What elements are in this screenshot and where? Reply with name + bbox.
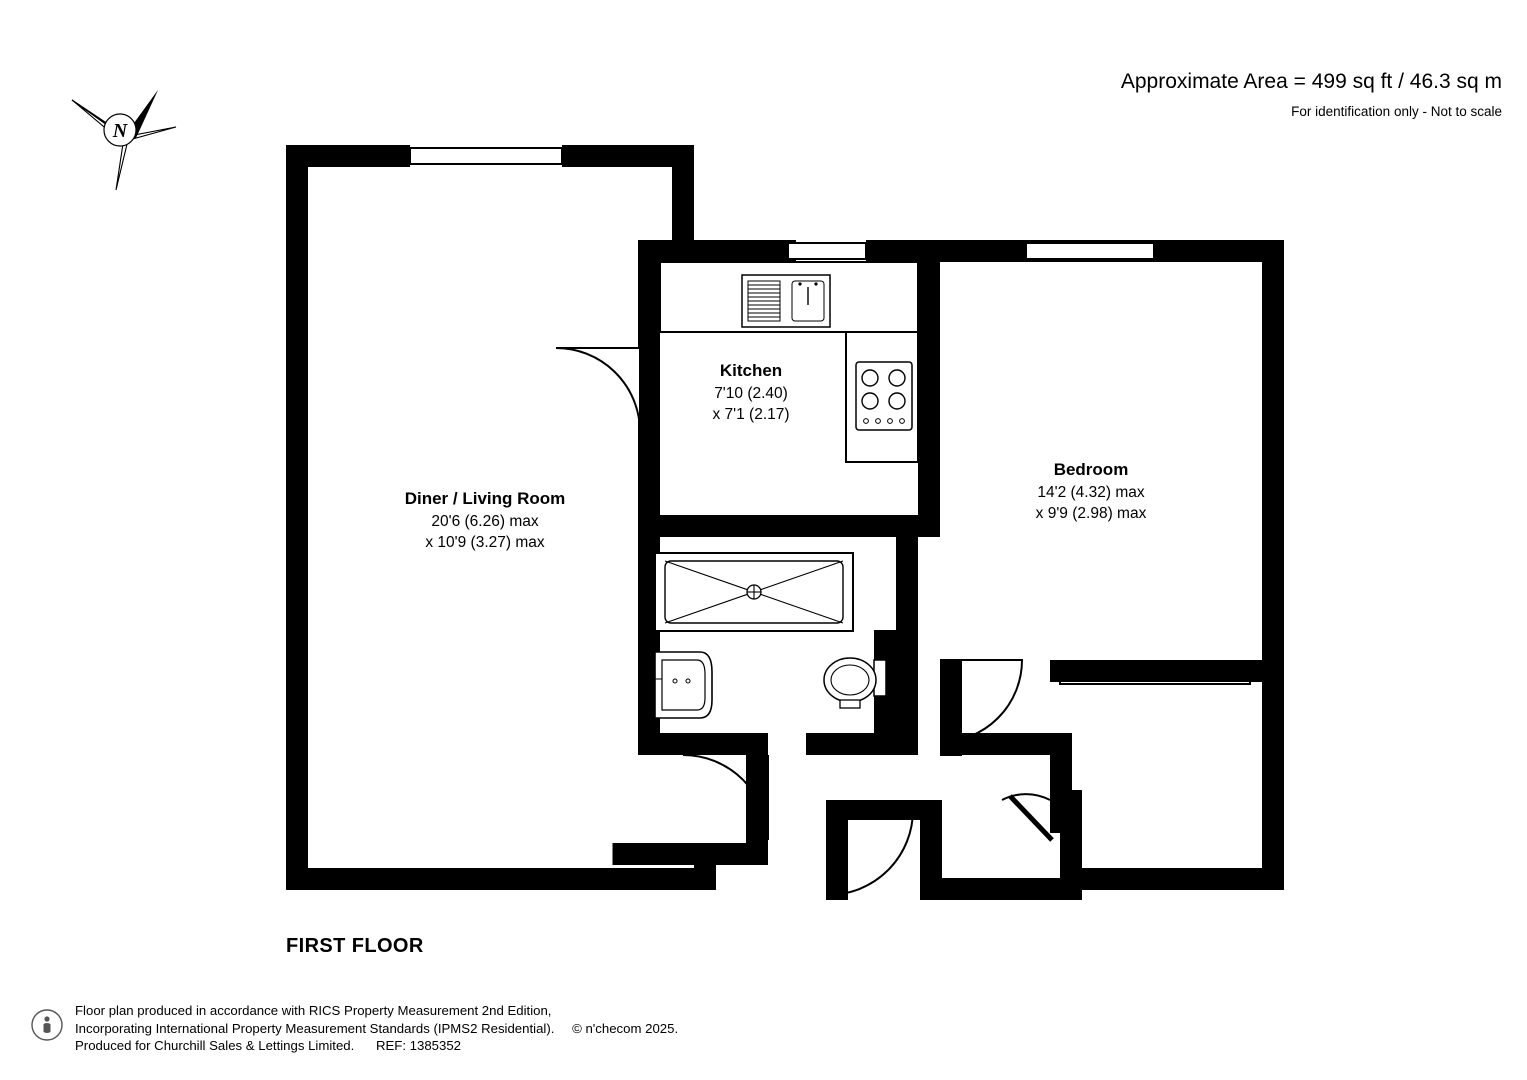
room-label-kitchen [651,360,851,425]
footer-line-3: Produced for Churchill Sales & Lettings Limited. [75,1038,355,1053]
room-dimension-1: 14'2 (4.32) max [1037,484,1145,501]
info-person-icon [30,1008,64,1042]
footer-line-2: Incorporating International Property Measurement Standards (IPMS2 Residential). [75,1020,555,1036]
identification-note: For identification only - Not to scale [1291,104,1502,119]
footer-reference: REF: 1385352 [375,1038,461,1053]
approximate-area-text: Approximate Area = 499 sq ft / 46.3 sq m [1120,70,1502,93]
footer-copyright: © n'checom 2025. [572,1020,679,1036]
room-label-bedroom [991,459,1191,524]
room-name: Bedroom [1053,460,1129,479]
footer-text [75,1002,678,1055]
room-dimension-2: x 10'9 (3.27) max [425,534,545,551]
floor-label: FIRST FLOOR [286,935,424,957]
room-dimension-1: 20'6 (6.26) max [431,513,539,530]
room-name: Diner / Living Room [404,489,566,508]
footer [30,1000,930,1070]
svg-text:N: N [112,120,128,142]
footer-line-1: Floor plan produced in accordance with RICS Property Measurement 2nd Edition, [75,1003,552,1018]
room-dimension-1: 7'10 (2.40) [714,385,788,402]
room-dimension-2: x 7'1 (2.17) [712,406,790,423]
room-name: Kitchen [719,361,783,380]
room-label-diner-living-room [385,488,585,553]
room-dimension-2: x 9'9 (2.98) max [1035,505,1147,522]
